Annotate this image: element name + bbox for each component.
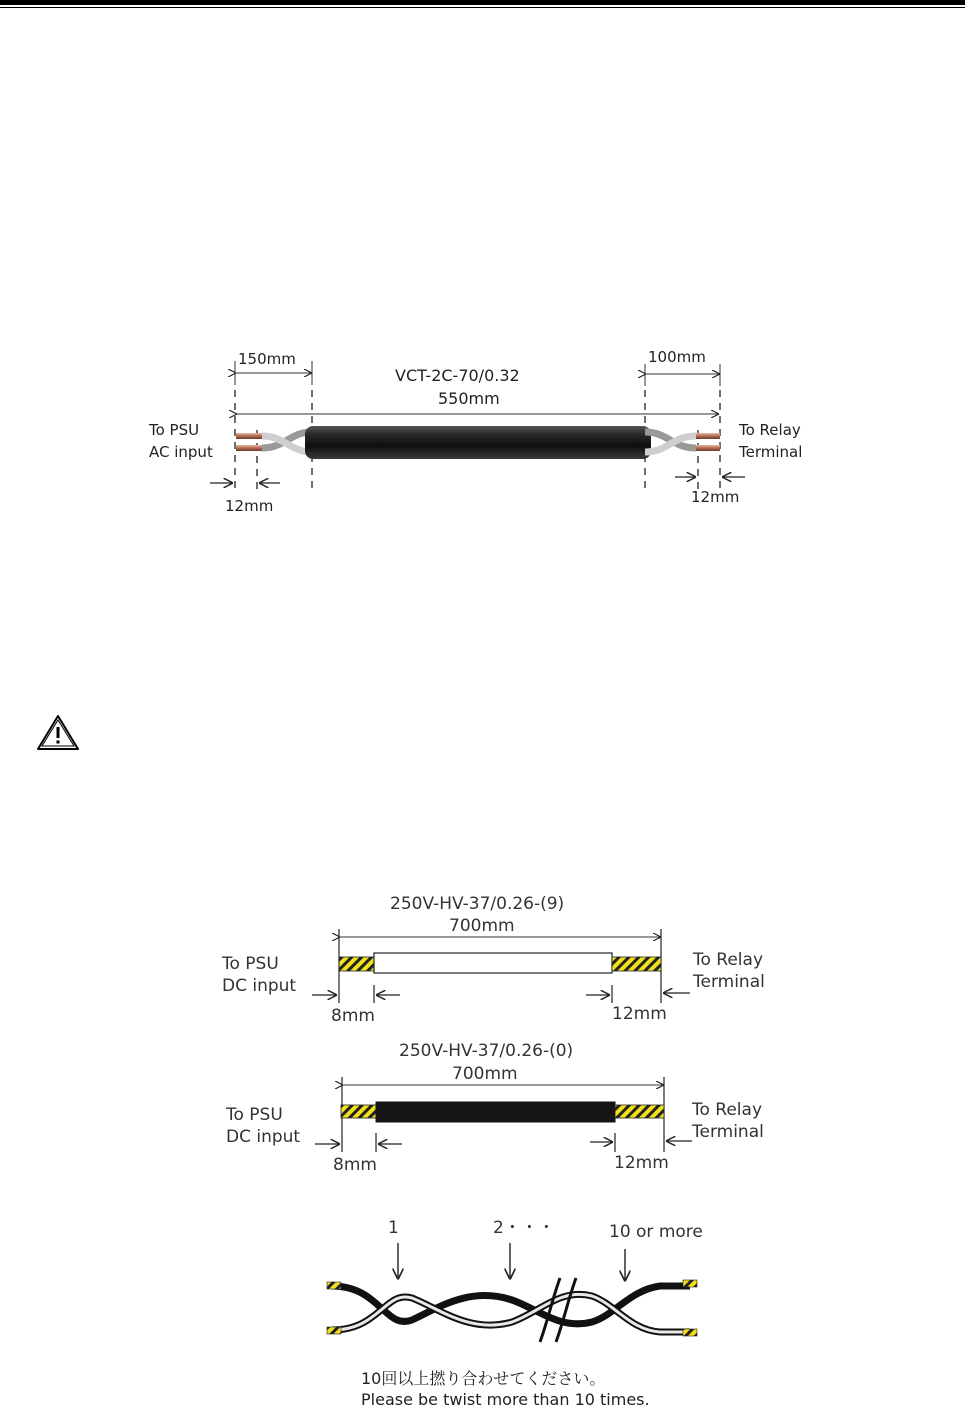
dc-black-jacket [376, 1102, 615, 1122]
ac-right-wires [645, 432, 720, 452]
twist-note-japanese: 10回以上撚り合わせてください。 [361, 1369, 606, 1388]
dc-white-right-label-2: Terminal [693, 972, 765, 992]
dc-white-cable-type-label: 250V-HV-37/0.26-(9) [390, 894, 565, 914]
twist-tip-left-bottom [327, 1327, 341, 1334]
dc-black-left-tip-label: 8mm [333, 1155, 377, 1175]
twist-mark-1: 1 [388, 1218, 399, 1238]
ac-left-strip-label: 150mm [238, 350, 296, 368]
twisted-black-wire [332, 1286, 690, 1332]
dc-white-total-length-label: 700mm [449, 916, 515, 936]
dc-white-left-label-2: DC input [222, 976, 297, 996]
ac-left-label-2: AC input [149, 443, 213, 461]
twist-break-symbol [540, 1278, 576, 1342]
dc-black-left-label-2: DC input [226, 1127, 301, 1147]
dc-white-right-tip-label: 12mm [612, 1004, 667, 1024]
ac-total-length-label: 550mm [438, 389, 500, 408]
dc-white-left-label-1: To PSU [222, 954, 279, 974]
ac-right-strip-label: 100mm [648, 348, 706, 366]
dc-white-jacket [374, 953, 612, 973]
dc-white-right-label-1: To Relay [693, 950, 764, 970]
twist-mark-2: 2・・・ [493, 1218, 555, 1238]
dc-black-left-strip [341, 1105, 376, 1118]
ac-cable-type-label: VCT-2C-70/0.32 [395, 366, 520, 385]
dc-black-right-label-2: Terminal [692, 1122, 764, 1142]
dc-black-right-label-1: To Relay [692, 1100, 763, 1120]
dc-black-right-tip-label: 12mm [614, 1153, 669, 1173]
ac-right-label-1: To Relay [739, 421, 801, 439]
twist-tip-right-top [683, 1280, 697, 1287]
warning-triangle-icon [38, 716, 78, 749]
dc-black-total-length-label: 700mm [452, 1064, 518, 1084]
dc-white-left-tip-label: 8mm [331, 1006, 375, 1026]
dc-white-left-strip [339, 957, 374, 971]
ac-right-tip-label: 12mm [691, 488, 740, 506]
ac-right-label-2: Terminal [739, 443, 803, 461]
twist-diagram [327, 1218, 703, 1409]
ac-cable-diagram [148, 348, 802, 515]
dc-black-cable-type-label: 250V-HV-37/0.26-(0) [399, 1041, 574, 1061]
ac-left-label-1: To PSU [149, 421, 200, 439]
twist-note-english: Please be twist more than 10 times. [361, 1390, 650, 1409]
twist-mark-3: 10 or more [609, 1222, 703, 1242]
dc-white-cable-diagram [221, 894, 765, 1026]
dc-black-right-strip [615, 1105, 664, 1118]
ac-left-wires [236, 432, 312, 452]
dc-black-left-label-1: To PSU [226, 1105, 283, 1125]
ac-cable-jacket [305, 426, 651, 459]
twist-tip-left-top [327, 1282, 341, 1289]
twist-tip-right-bottom [683, 1329, 697, 1336]
dc-black-cable-diagram [225, 1041, 764, 1175]
dc-white-right-strip [612, 957, 661, 971]
ac-left-tip-label: 12mm [225, 497, 274, 515]
